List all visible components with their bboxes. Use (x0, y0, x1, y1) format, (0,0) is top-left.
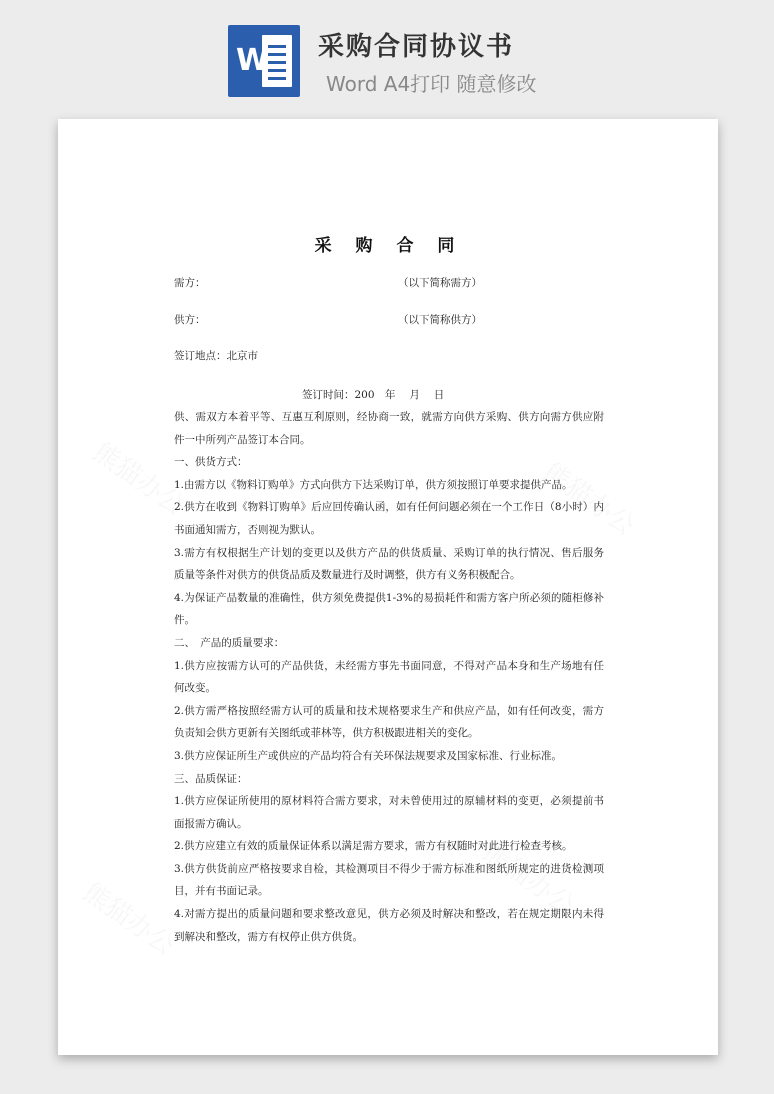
contract-body (174, 406, 604, 948)
clause-paragraph: 2.供方应建立有效的质量保证体系以满足需方要求，需方有权随时对此进行检查考核。 (174, 840, 573, 853)
signing-date: 签订时间：200 年 月 日 (302, 389, 445, 401)
preview-header (0, 0, 774, 118)
document-page (58, 119, 718, 1055)
supplier-note: （以下简称供方） (398, 314, 482, 326)
word-icon-letter: W (236, 43, 270, 78)
clause-paragraph: 2.供方需严格按照经需方认可的质量和技术规格要求生产和供应产品，如有任何改变，需方负责知会供方更新有关图纸或菲林等，供方积极跟进相关的变化。 (174, 704, 604, 740)
clause-paragraph: 1.供方应保证所使用的原材料符合需方要求，对未曾使用过的原辅材料的变更，必须提前书面报需方确认。 (174, 795, 604, 830)
clause-paragraph: 4.对需方提出的质量问题和要求整改意见，供方必须及时解决和整改，若在规定期限内未得到解决和整改，需方有权停止供方供货。 (174, 908, 604, 943)
buyer-line (174, 275, 604, 291)
clause-paragraph: 3.供方供货前应严格按要求自检，其检测项目不得少于需方标准和图纸所规定的进货检测项目，并有书面记录。 (174, 862, 604, 898)
buyer-note: （以下简称需方） (398, 277, 482, 289)
clause-paragraph: 4.为保证产品数量的准确性，供方须免费提供1-3%的易损耗件和需方客户所必须的随柜修补件。 (174, 591, 604, 627)
section-heading: 三、品质保证： (174, 772, 248, 785)
clause-paragraph: 2.供方在收到《物料订购单》后应回传确认函，如有任何问题必须在一个工作日（8小时）内书面通知需方，否则视为默认。 (174, 501, 604, 536)
supplier-label: 供方： (174, 314, 206, 326)
buyer-label: 需方： (174, 277, 206, 289)
word-document-icon (228, 25, 300, 97)
supplier-line (174, 312, 604, 328)
clause-paragraph: 1.由需方以《物料订购单》方式向供方下达采购订单，供方须按照订单要求提供产品。 (174, 478, 573, 491)
clause-paragraph: 3.需方有权根据生产计划的变更以及供方产品的供货质量、采购订单的执行情况、售后服务质量等条件对供方的供货品质及数量进行及时调整，供方有义务积极配合。 (174, 546, 604, 582)
intro-paragraph: 供、需双方本着平等、互惠互利原则，经协商一致，就需方向供方采购、供方向需方供应附件一中所列产品签订本合同。 (174, 411, 604, 446)
signing-place: 签订地点：北京市 (174, 350, 258, 362)
contract-title: 采 购 合 同 (314, 236, 464, 256)
section-heading: 二、 产品的质量要求： (174, 636, 285, 649)
clause-paragraph: 3.供方应保证所生产或供应的产品均符合有关环保法规要求及国家标准、行业标准。 (174, 749, 563, 762)
clause-paragraph: 1.供方应按需方认可的产品供货，未经需方事先书面同意，不得对产品本身和生产场地有任何改变。 (174, 659, 604, 695)
section-heading: 一、供货方式： (174, 456, 248, 469)
header-subtitle: Word A4打印 随意修改 (326, 72, 537, 96)
watermark (77, 873, 183, 963)
header-title: 采购合同协议书 (318, 32, 515, 62)
